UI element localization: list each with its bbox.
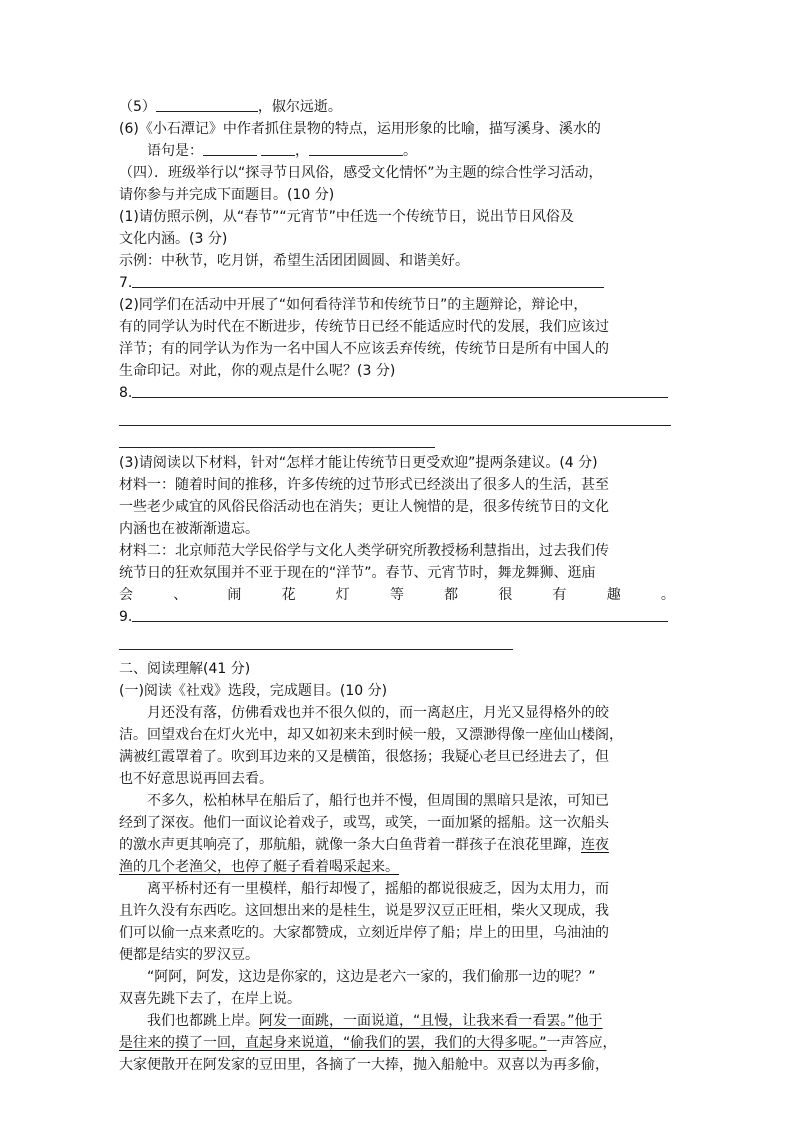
part4-q2-line3: 洋节；有的同学认为作为一名中国人不应该丢弃传统，传统节日是所有中国人的 [119,341,609,357]
answer-8-blank[interactable] [132,382,668,398]
underlined-sentence: 是往来的摸了一回，直起身来说道，“偷我们的罢，我们的大得多呢。” [119,1035,547,1051]
material1-line2: 一些老少咸宜的风俗民俗活动也在消失；更让人惋惜的是，很多传统节日的文化 [119,499,609,515]
answer-7-line [119,272,675,294]
answer-9-blank[interactable] [132,606,668,622]
part4-q2-line4: 生命印记。对此，你的观点是什么呢？(3 分) [119,363,396,379]
answer-8-line [119,382,675,404]
material2-char: 很 [498,587,513,603]
passage-p2-line2: 经到了深夜。他们一面议论着戏子，或骂，或笑，一面加紧的摇船。这一次船头 [119,815,609,831]
passage-p5-line3: 大家便散开在阿发家的豆田里，各摘了一大捧，抛入船舱中。双喜以为再多偷， [119,1057,609,1073]
material2-char: 闹 [227,587,242,603]
passage-p3-line2: 且许久没有东西吃。这回想出来的是桂生，说是罗汉豆正旺相，柴火又现成，我 [119,903,609,919]
q5-suffix: ，俶尔远逝。 [257,99,342,115]
passage-p2-line1: 不多久，松柏林早在船后了，船行也并不慢，但周围的黑暗只是浓，可知已 [147,793,609,809]
material2-char: 会 [119,587,133,603]
part4-intro-line2: 请你参与并完成下面题目。(10 分) [119,187,335,203]
part4-example: 示例：中秋节，吃月饼，希望生活团团圆圆、和谐美好。 [119,253,469,269]
q6-blank-3[interactable] [309,140,403,156]
passage-p2-line4 [119,856,675,878]
passage-p2-line3 [119,834,675,856]
passage-p4-line1: “阿阿，阿发，这边是你家的，这边是老六一家的，我们偷那一边的呢？” [147,969,596,985]
material2-char: 灯 [335,587,350,603]
q5-line [119,96,675,118]
material2-line2: 统节日的狂欢氛围并不亚于现在的“洋节”。春节、元宵节时，舞龙舞狮、逛庙 [119,565,596,581]
passage-text: 的激水声更其响亮了， [119,837,259,853]
material2-char: 有 [552,587,567,603]
material2-char: 。 [660,587,675,603]
answer-9-line2[interactable] [119,628,513,650]
answer-9-line [119,606,675,628]
answer-9-number: 9. [119,609,133,625]
passage-p5-line1 [119,1010,675,1032]
passage-text: 我们也都跳上岸。 [147,1013,259,1029]
material2-char: 趣 [606,587,621,603]
passage-p1-line2: 洁。回望戏台在灯火光中，却又如初来未到时候一般，又漂渺得像一座仙山楼阁， [119,727,623,743]
underlined-sentence: 渔的几个老渔父，也停了艇子看着喝采起来。 [119,859,399,875]
q6-prefix: 语句是： [147,143,203,159]
section2-title: 二、阅读理解(41 分) [119,661,251,677]
part4-q2-line2: 有的同学认为时代在不断进步，传统节日已经不能适应时代的发展，我们应该过 [119,319,609,335]
answer-8-number: 8. [119,385,133,401]
material2-char: 都 [444,587,459,603]
passage-p3-line3: 们可以偷一点来煮吃的。大家都赞成，立刻近岸停了船；岸上的田里，乌油油的 [119,925,609,941]
passage-p1-line1: 月还没有落，仿佛看戏也并不很久似的，而一离赵庄，月光又显得格外的皎 [147,705,609,721]
q6-sep: ， [295,143,309,159]
answer-8-line2[interactable] [119,404,671,426]
part4-q1-line1: (1)请仿照示例，从“春节”“元宵节”中任选一个传统节日，说出节日风俗及 [119,209,574,225]
part4-intro-line1: （四）．班级举行以“探寻节日风俗，感受文化情怀”为主题的综合性学习活动， [119,165,603,181]
passage-p1-line4: 也不好意思说再回去看。 [119,771,273,787]
q6-blank-2[interactable] [261,140,295,156]
material2-line1: 材料二：北京师范大学民俗学与文化人类学研究所教授杨利慧指出，过去我们传 [119,543,609,559]
q5-answer-blank[interactable] [156,96,258,112]
answer-7-blank[interactable] [132,272,604,288]
material2-char: 花 [281,587,296,603]
answer-8-line3[interactable] [119,426,435,448]
material2-line3 [119,584,675,606]
passage-p3-line1: 离平桥村还有一里模样，船行却慢了，摇船的都说很疲乏，因为太用力，而 [147,881,609,897]
q5-prefix: （5） [119,99,156,115]
q6-line1: (6)《小石潭记》中作者抓住景物的特点，运用形象的比喻，描写溪身、溪水的 [119,121,601,137]
passage-p5-line2 [119,1032,675,1054]
passage-p1-line3: 满被红霞罩着了。吹到耳边来的又是横笛，很悠扬；我疑心老旦已经进去了，但 [119,749,609,765]
material1-line1: 材料一：随着时间的推移，许多传统的过节形式已经淡出了很多人的生活，甚至 [119,477,609,493]
underlined-sentence: 阿发一面跳，一面说道，“且慢，让我来看一看罢。”他于 [259,1013,603,1029]
underlined-sentence: 连夜 [581,837,609,853]
passage-p4-line2: 双喜先跳下去了，在岸上说。 [119,991,301,1007]
material2-char: 等 [389,587,404,603]
answer-7-number: 7. [119,275,133,291]
q6-blank-1[interactable] [203,140,257,156]
section2-subtitle: (一)阅读《社戏》选段，完成题目。(10 分) [119,683,388,699]
passage-text: 一声答应， [546,1035,617,1051]
part4-q2-line1: (2)同学们在活动中开展了“如何看待洋节和传统节日”的主题辩论，辩论中， [119,297,588,313]
q6-end: 。 [403,143,417,159]
q6-line2 [119,140,675,162]
part4-q3-line: (3)请阅读以下材料，针对“怎样才能让传统节日更受欢迎”提两条建议。(4 分) [119,455,598,471]
passage-text: 那航船，就像一条大白鱼背着一群孩子在浪花里蹿， [259,837,581,853]
exam-page [119,96,675,1076]
material1-line3: 内涵也在被渐渐遗忘。 [119,521,259,537]
passage-p3-line4: 便都是结实的罗汉豆。 [119,947,259,963]
part4-q1-line2: 文化内涵。(3 分) [119,231,228,247]
material2-char: 、 [173,587,188,603]
